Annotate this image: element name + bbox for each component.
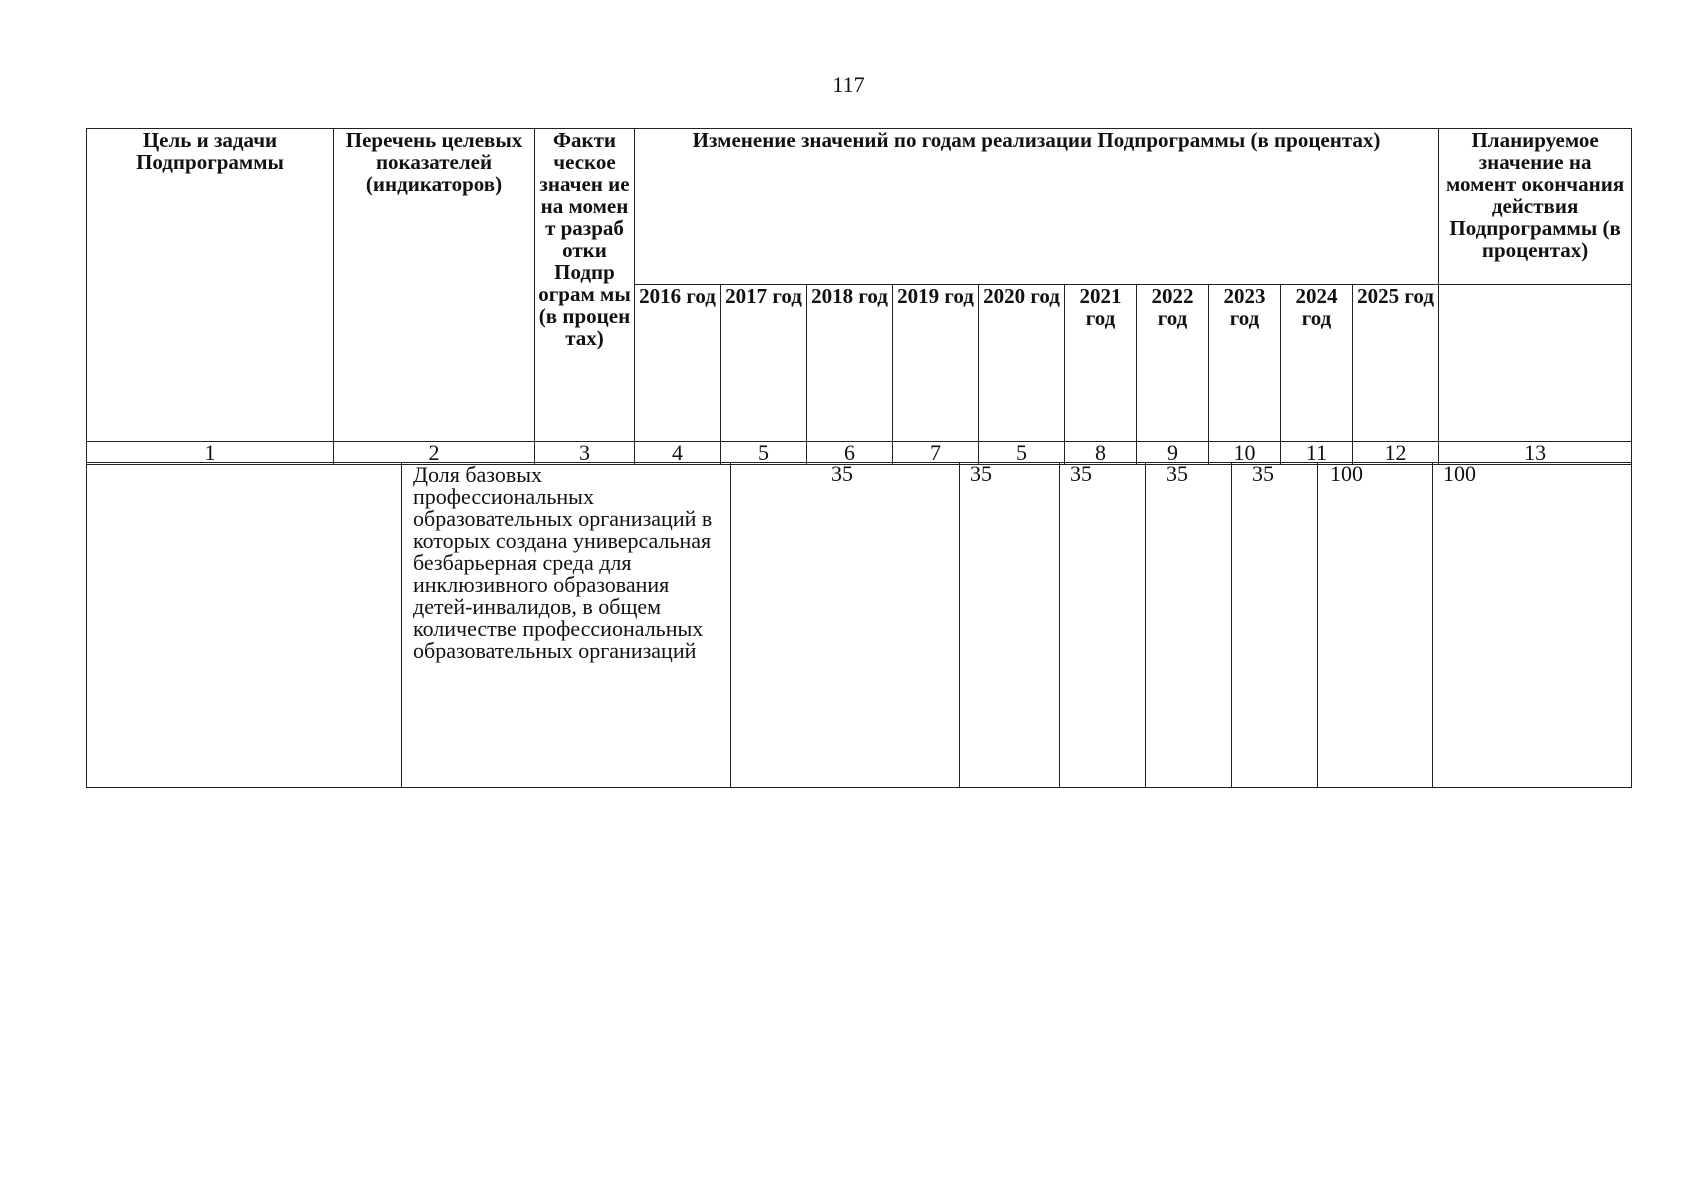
value-cell: 35 (1232, 463, 1318, 788)
column-number: 11 (1281, 442, 1353, 465)
column-number: 1 (87, 442, 334, 465)
header-actual-value: Факти ческое значен ие на момен т разраб отки Подпр ограм мы (в процен тах) (535, 129, 635, 442)
indicators-table-body (86, 462, 1632, 788)
value-cell: 35 (960, 463, 1060, 788)
column-number: 9 (1137, 442, 1209, 465)
column-number: 3 (535, 442, 635, 465)
column-number: 12 (1353, 442, 1439, 465)
value-cell: 35 (731, 463, 960, 788)
header-year: 2024 год (1281, 285, 1353, 442)
header-planned-value: Планируемое значение на момент окончания действия Подпрограммы (в процентах) (1439, 129, 1632, 285)
column-number: 10 (1209, 442, 1281, 465)
goal-cell (87, 463, 402, 788)
value-cell: 100 (1318, 463, 1433, 788)
column-number: 13 (1439, 442, 1632, 465)
header-year: 2019 год (893, 285, 979, 442)
column-number: 4 (635, 442, 721, 465)
header-year: 2025 год (1353, 285, 1439, 442)
page-number: 117 (832, 72, 865, 97)
column-number: 6 (807, 442, 893, 465)
column-number: 8 (1065, 442, 1137, 465)
column-number: 7 (893, 442, 979, 465)
header-year: 2022 год (1137, 285, 1209, 442)
column-number: 2 (334, 442, 535, 465)
indicators-table-header (86, 128, 1632, 465)
column-number: 5 (979, 442, 1065, 465)
indicator-text: Доля базовых профессиональных образовательных организаций в которых создана универсальная безбарьерная среда для инклюзивного образования детей-инвалидов, в общем количестве профессиональных образовательных организаций (402, 463, 731, 788)
header-yearly-change: Изменение значений по годам реализации Подпрограммы (в процентах) (635, 129, 1439, 285)
header-goal: Цель и задачи Подпрограммы (87, 129, 334, 442)
header-year: 2021 год (1065, 285, 1137, 442)
header-year: 2023 год (1209, 285, 1281, 442)
value-cell: 35 (1060, 463, 1146, 788)
header-planned-empty (1439, 285, 1632, 442)
header-indicators: Перечень целевых показателей (индикаторов) (334, 129, 535, 442)
header-year: 2020 год (979, 285, 1065, 442)
header-year: 2017 год (721, 285, 807, 442)
planned-value-cell: 100 (1433, 463, 1632, 788)
value-cell: 35 (1146, 463, 1232, 788)
header-year: 2018 год (807, 285, 893, 442)
header-year: 2016 год (635, 285, 721, 442)
column-number: 5 (721, 442, 807, 465)
